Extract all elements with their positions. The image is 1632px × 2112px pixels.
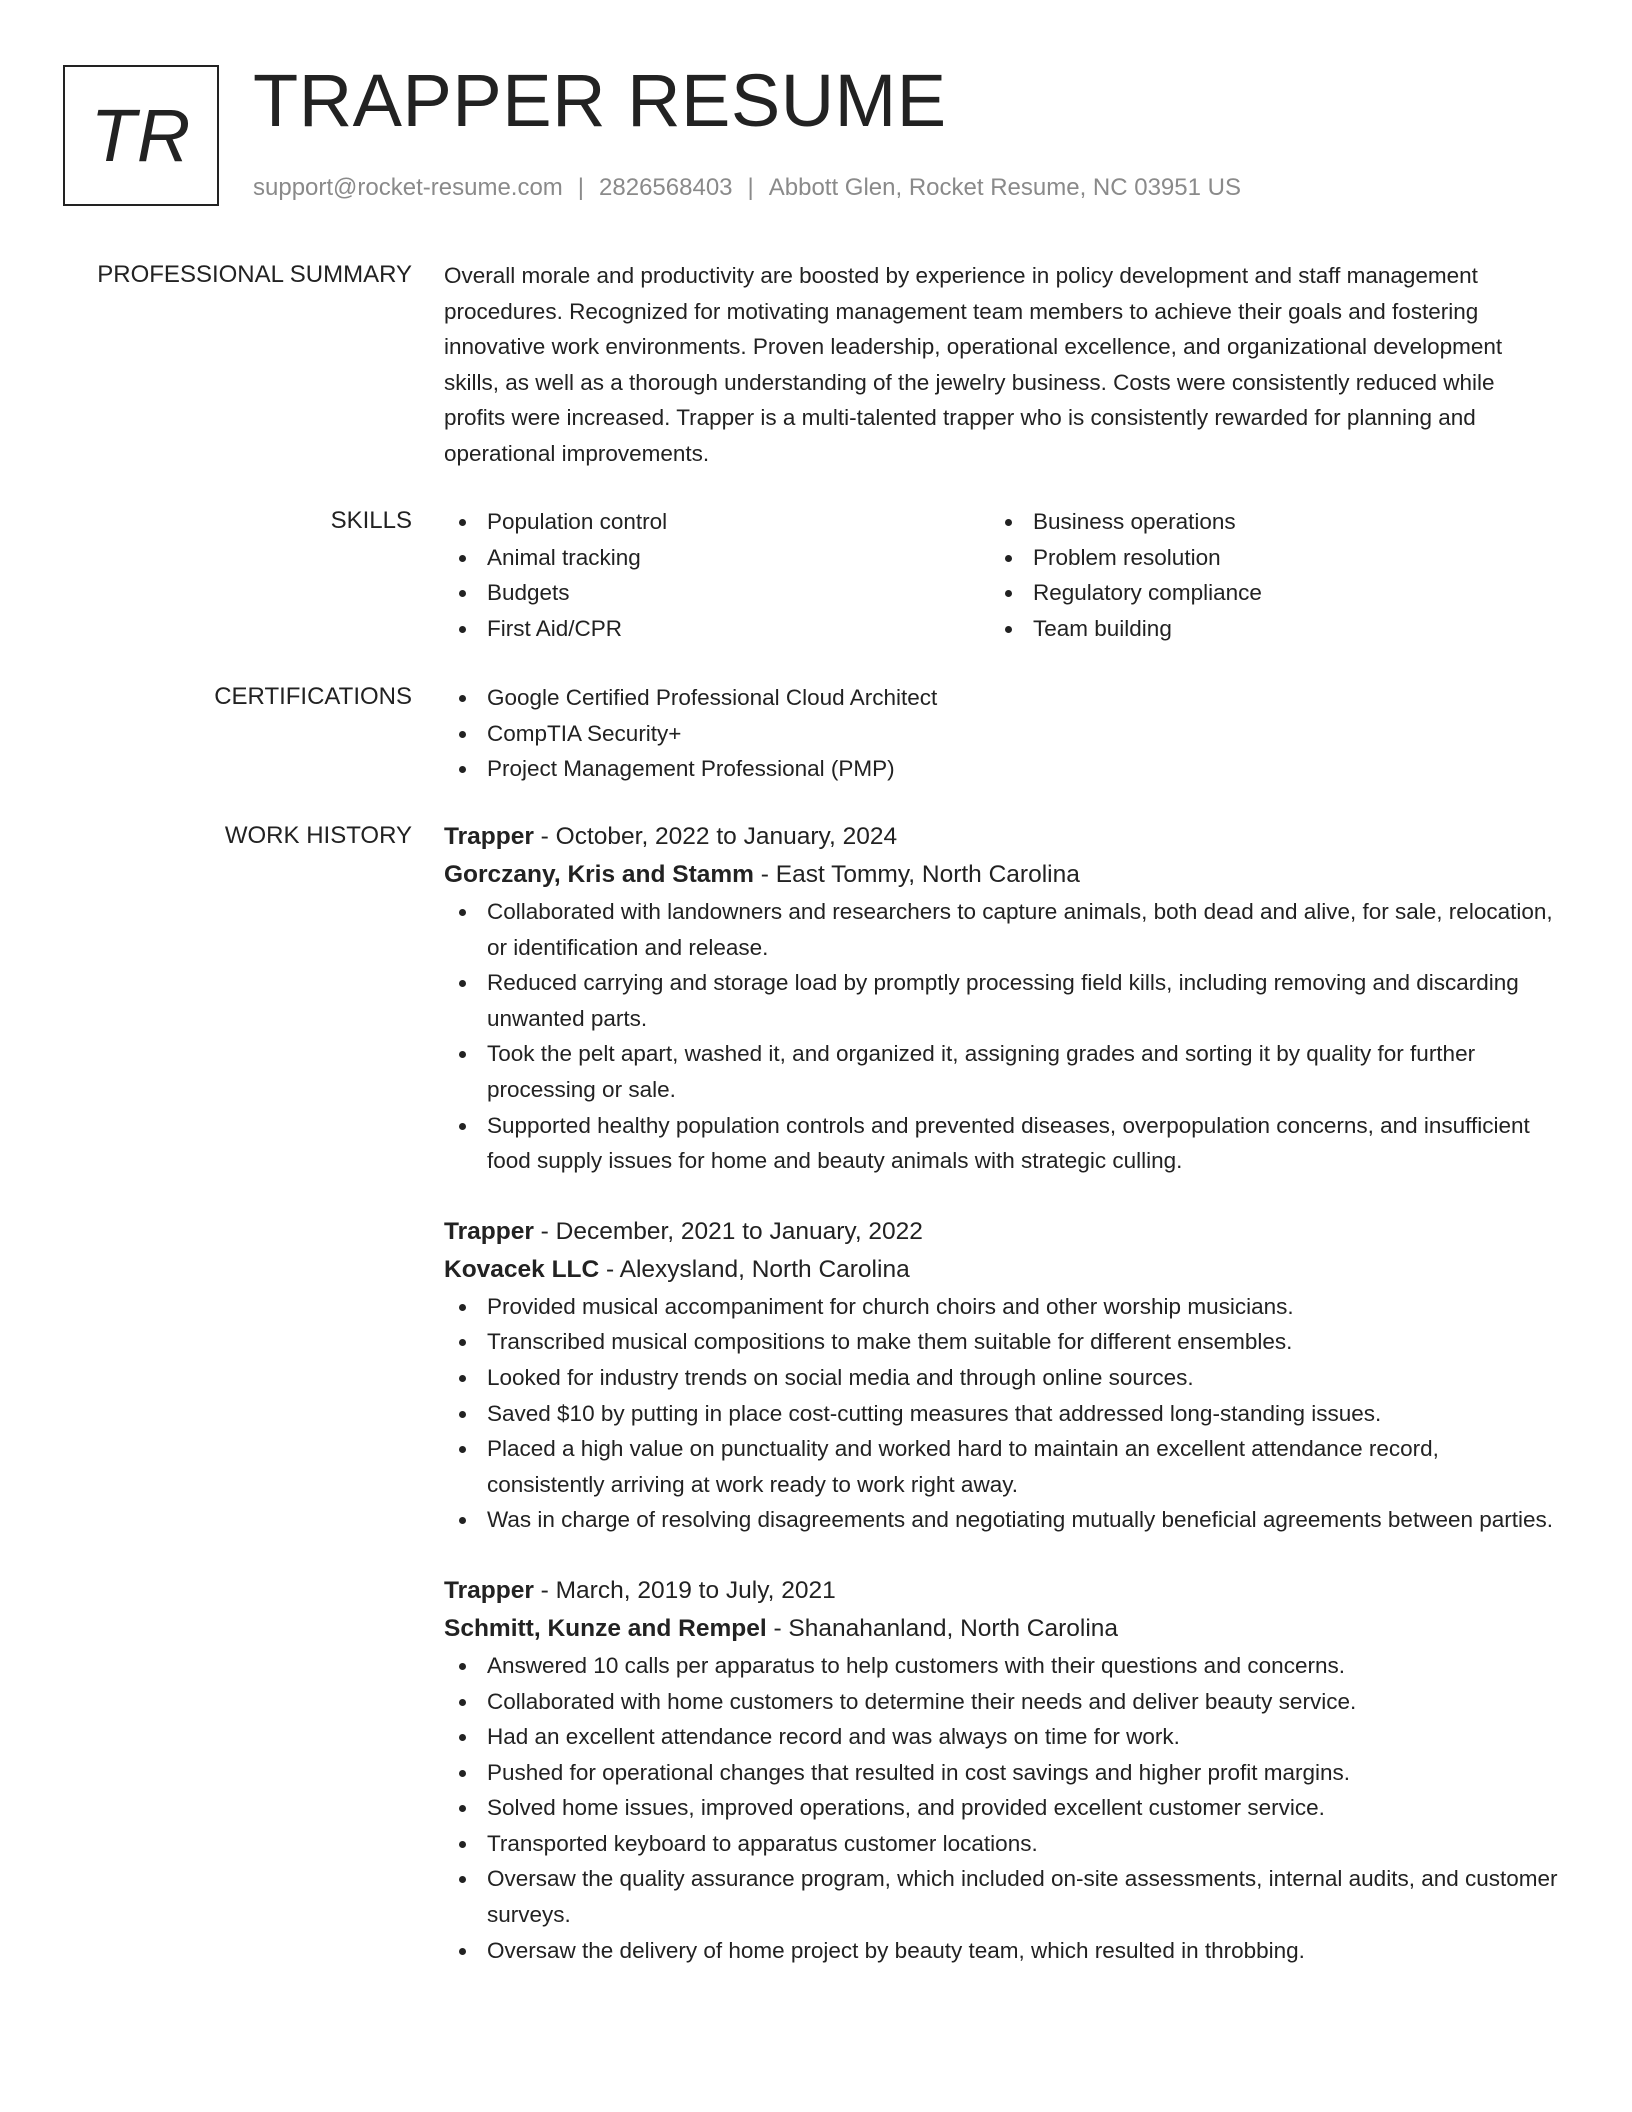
certifications-body: [444, 680, 1560, 787]
job-company: Gorczany, Kris and Stamm: [444, 861, 754, 888]
job-bullet: Was in charge of resolving disagreements and negotiating mutually beneficial agreements between parties.: [444, 1502, 1560, 1538]
summary-body: [444, 258, 1560, 472]
job-title-line: [444, 1213, 1560, 1251]
job-bullet: Oversaw the quality assurance program, which included on-site assessments, internal audits, and customer surveys.: [444, 1861, 1560, 1932]
skill-item: Regulatory compliance: [990, 575, 1536, 611]
job-company-line: [444, 856, 1560, 894]
job-bullet: Pushed for operational changes that resulted in cost savings and higher profit margins.: [444, 1755, 1560, 1791]
job-company: Kovacek LLC: [444, 1255, 600, 1283]
contact-separator: |: [747, 174, 754, 201]
job-bullet: Collaborated with home customers to determine their needs and deliver beauty service.: [444, 1684, 1560, 1720]
job-entry: [444, 1572, 1560, 1968]
skill-item: Budgets: [444, 575, 990, 611]
summary-heading: PROFESSIONAL SUMMARY: [97, 261, 412, 288]
skills-heading: SKILLS: [330, 507, 412, 534]
job-company-line: [444, 1610, 1560, 1648]
job-bullet: Oversaw the delivery of home project by beauty team, which resulted in throbbing.: [444, 1933, 1560, 1969]
job-role: Trapper: [444, 1217, 534, 1245]
job-bullets: [444, 1648, 1560, 1968]
skill-item: Team building: [990, 611, 1536, 647]
job-bullet: Transported keyboard to apparatus customer locations.: [444, 1826, 1560, 1862]
job-entry: [444, 1213, 1560, 1538]
skill-item: Population control: [444, 504, 990, 540]
job-bullet: Reduced carrying and storage load by promptly processing field kills, including removing and discarding unwanted parts.: [444, 965, 1560, 1036]
certifications-heading: CERTIFICATIONS: [214, 683, 412, 710]
job-dates: - March, 2019 to July, 2021: [533, 1576, 836, 1604]
certification-item: Project Management Professional (PMP): [444, 751, 1560, 787]
monogram-box: [63, 65, 219, 206]
job-dates: - October, 2022 to January, 2024: [533, 823, 898, 850]
contact-address: Abbott Glen, Rocket Resume, NC 03951 US: [768, 174, 1241, 201]
job-location: - Alexysland, North Carolina: [599, 1255, 910, 1283]
resume-name: TRAPPER RESUME: [253, 59, 947, 142]
job-location: - East Tommy, North Carolina: [753, 861, 1080, 888]
skills-column-right: [990, 504, 1536, 646]
job-entry: [444, 818, 1560, 1179]
skills-body: [444, 504, 1560, 646]
job-bullet: Had an excellent attendance record and was always on time for work.: [444, 1719, 1560, 1755]
job-role: Trapper: [444, 823, 534, 850]
skills-grid: [444, 504, 1560, 646]
job-bullets: [444, 894, 1560, 1179]
job-title-line: [444, 1572, 1560, 1610]
skills-column-left: [444, 504, 990, 646]
job-bullets: [444, 1289, 1560, 1538]
contact-email[interactable]: support@rocket-resume.com: [253, 174, 563, 201]
job-bullet: Collaborated with landowners and researchers to capture animals, both dead and alive, for sale, relocation, or identification and release.: [444, 894, 1560, 965]
job-company: Schmitt, Kunze and Rempel: [444, 1614, 767, 1642]
skill-item: Animal tracking: [444, 540, 990, 576]
job-company-line: [444, 1251, 1560, 1289]
contact-separator: |: [577, 174, 585, 201]
job-bullet: Answered 10 calls per apparatus to help customers with their questions and concerns.: [444, 1648, 1560, 1684]
skill-item: First Aid/CPR: [444, 611, 990, 647]
job-bullet: Saved $10 by putting in place cost-cutting measures that addressed long-standing issues.: [444, 1396, 1560, 1432]
job-bullet: Transcribed musical compositions to make them suitable for different ensembles.: [444, 1324, 1560, 1360]
job-bullet: Provided musical accompaniment for church choirs and other worship musicians.: [444, 1289, 1560, 1325]
monogram-initials: TR: [90, 94, 192, 177]
job-bullet: Placed a high value on punctuality and worked hard to maintain an excellent attendance record, consistently arriving at work ready to work right away.: [444, 1431, 1560, 1502]
skill-item: Problem resolution: [990, 540, 1536, 576]
work-history-heading: WORK HISTORY: [224, 822, 412, 849]
job-role: Trapper: [444, 1576, 534, 1604]
job-bullet: Looked for industry trends on social media and through online sources.: [444, 1360, 1560, 1396]
job-dates: - December, 2021 to January, 2022: [533, 1217, 923, 1245]
certification-item: Google Certified Professional Cloud Architect: [444, 680, 1560, 716]
job-title-line: [444, 818, 1560, 856]
job-bullet: Solved home issues, improved operations, and provided excellent customer service.: [444, 1790, 1560, 1826]
certification-item: CompTIA Security+: [444, 716, 1560, 752]
job-bullet: Took the pelt apart, washed it, and organized it, assigning grades and sorting it by quality for further processing or sale.: [444, 1036, 1560, 1107]
work-history-body: [444, 818, 1560, 2002]
job-bullet: Supported healthy population controls and prevented diseases, overpopulation concerns, and insufficient food supply issues for home and beauty animals with strategic culling.: [444, 1108, 1560, 1179]
job-location: - Shanahanland, North Carolina: [766, 1614, 1119, 1642]
contact-phone[interactable]: 2826568403: [599, 174, 733, 201]
skill-item: Business operations: [990, 504, 1536, 540]
summary-text: Overall morale and productivity are boosted by experience in policy development and staff management procedures. Recognized for motivating management team members to achieve their goals and fostering innovative work environments. Proven leadership, operational excellence, and organizational development skills, as well as a thorough understanding of the jewelry business. Costs were consistently reduced while profits were increased. Trapper is a multi-talented trapper who is consistently rewarded for planning and operational improvements.: [444, 263, 1503, 466]
contact-line: [253, 172, 1241, 204]
